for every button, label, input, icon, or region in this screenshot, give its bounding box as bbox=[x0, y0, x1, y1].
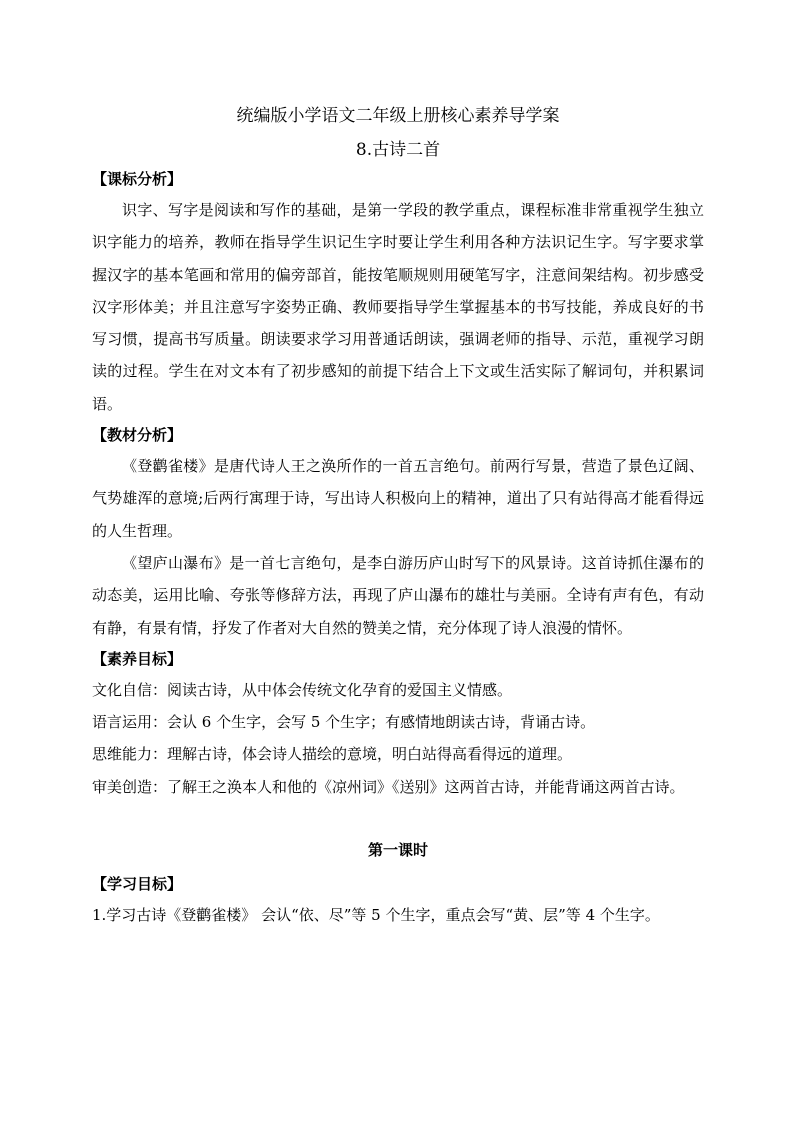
literacy-goal-culture: 文化自信：阅读古诗，从中体会传统文化孕育的爱国主义情感。 bbox=[92, 680, 513, 699]
textbook-analysis-paragraph-2: 《望庐山瀑布》是一首七言绝句，是李白游历庐山时写下的风景诗。这首诗抓住瀑布的动态美，运用比喻、夸张等修辞方法，再现了庐山瀑布的雄壮与美丽。全诗有声有色，有动有静，有景有情，抒发了作者对大自然的赞美之情，充分体现了诗人浪漫的情怀。 bbox=[92, 553, 704, 637]
lesson-period-title: 第一课时 bbox=[367, 841, 428, 860]
lesson-subtitle: 8.古诗二首 bbox=[355, 140, 441, 160]
literacy-goal-thinking: 思维能力：理解古诗，体会诗人描绘的意境，明白站得高看得远的道理。 bbox=[92, 745, 573, 764]
learning-goal-item: 1.学习古诗《登鹳雀楼》 会认“依、尽”等 5 个生字，重点会写“黄、层”等 4 个生字。 bbox=[92, 906, 660, 925]
textbook-analysis-paragraph-1: 《登鹳雀楼》是唐代诗人王之涣所作的一首五言绝句。前两行写景，营造了景色辽阔、气势雄浑的意境;后两行寓理于诗，写出诗人积极向上的精神，道出了只有站得高才能看得远的人生哲理。 bbox=[92, 457, 704, 540]
document-content bbox=[92, 102, 704, 931]
literacy-goal-aesthetics: 审美创造：了解王之涣本人和他的《凉州词》《送别》这两首古诗，并能背诵这两首古诗。 bbox=[92, 777, 685, 796]
literacy-goal-language: 语言运用：会认 6 个生字，会写 5 个生字；有感情地朗读古诗，背诵古诗。 bbox=[92, 713, 596, 732]
textbook-analysis-heading: 【教材分析】 bbox=[92, 426, 183, 445]
document-title: 统编版小学语文二年级上册核心素养导学案 bbox=[236, 106, 560, 126]
curriculum-analysis-paragraph: 识字、写字是阅读和写作的基础，是第一学段的教学重点，课程标准非常重视学生独立识字能力的培养，教师在指导学生识记生字时要让学生利用各种方法识记生字。写字要求掌握汉字的基本笔画和常用的偏旁部首，能按笔顺规则用硬笔写字，注意间架结构。初步感受汉字形体美；并且注意写字姿势正确、教师要指导学生掌握基本的书写技能，养成良好的书写习惯，提高书写质量。朗读要求学习用普通话朗读，强调老师的指导、示范，重视学习朗读的过程。学生在对文本有了初步感知的前提下结合上下文或生活实际了解词句，并积累词语。 bbox=[92, 201, 704, 413]
curriculum-analysis-heading: 【课标分析】 bbox=[92, 170, 183, 188]
literacy-goals-heading: 【素养目标】 bbox=[92, 649, 183, 668]
learning-goals-heading: 【学习目标】 bbox=[92, 875, 183, 894]
